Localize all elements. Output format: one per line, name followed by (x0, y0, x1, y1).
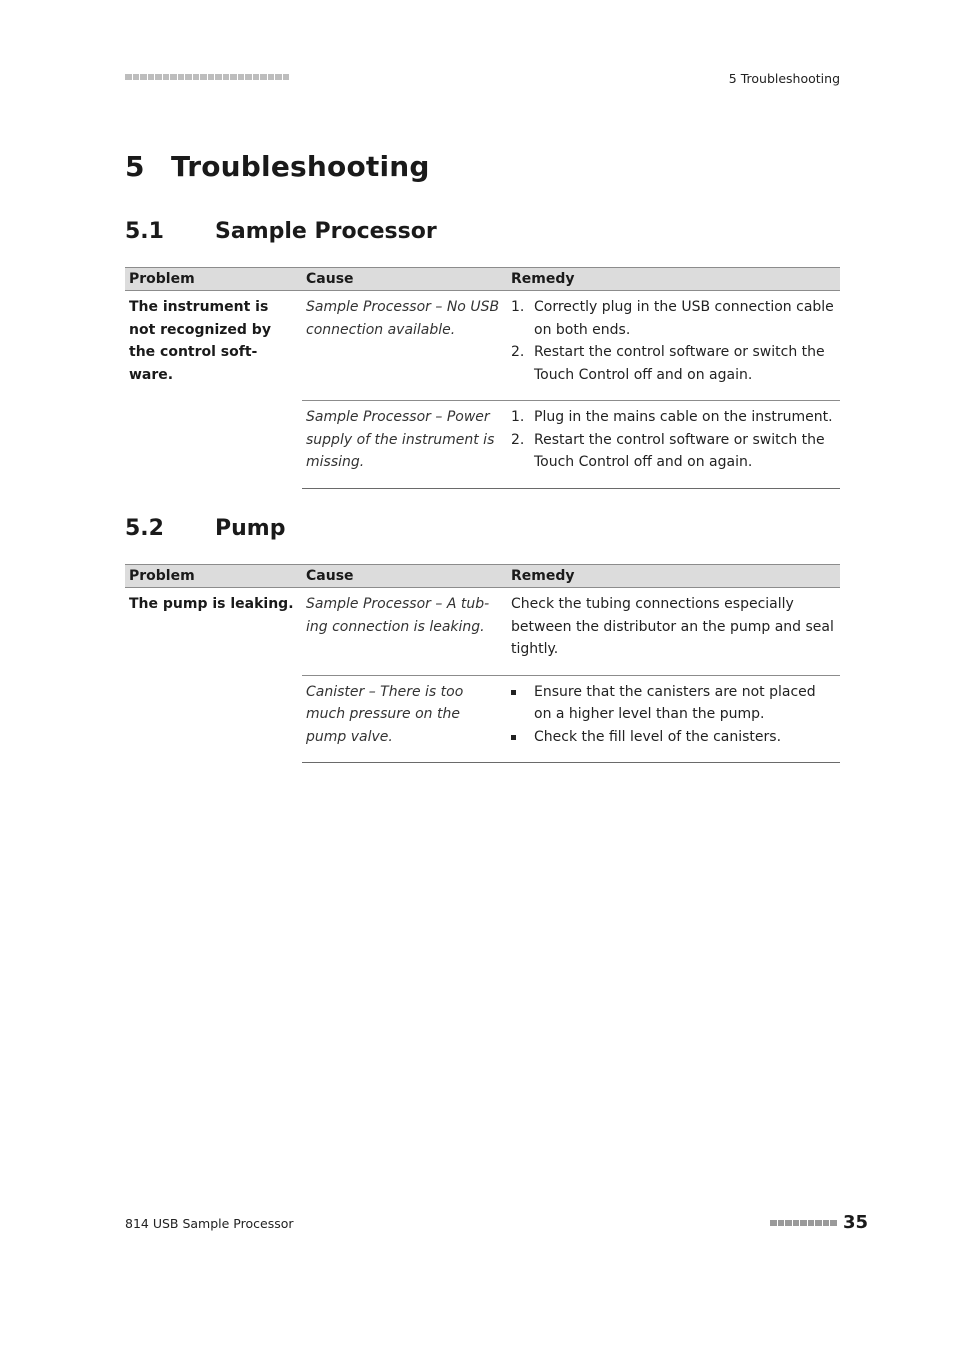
running-header: 5 Troubleshooting (728, 71, 840, 86)
decorative-square (253, 74, 260, 80)
problem-cell: The pump is leaking. (129, 596, 294, 612)
remedy-steps (511, 296, 836, 386)
header-decoration (125, 74, 289, 80)
decorative-square (125, 74, 132, 80)
column-header-problem: Problem (125, 565, 302, 588)
list-item (511, 681, 836, 726)
section-heading-pump (125, 516, 285, 541)
decorative-square (223, 74, 230, 80)
step-number: 2. (511, 431, 525, 448)
decorative-square (208, 74, 215, 80)
decorative-square (178, 74, 185, 80)
list-item (511, 341, 836, 386)
troubleshooting-table-pump (125, 564, 840, 763)
cause-cell: Sample Processor – Power supply of the instrument is missing. (302, 401, 507, 489)
decorative-square (808, 1220, 815, 1226)
decorative-square (200, 74, 207, 80)
section-heading-sample-processor (125, 219, 437, 244)
decorative-square (155, 74, 162, 80)
step-number: 1. (511, 299, 525, 315)
remedy-cell (507, 401, 840, 489)
decorative-square (275, 74, 282, 80)
column-header-cause: Cause (302, 268, 507, 291)
remedy-cell (507, 291, 840, 401)
decorative-square (170, 74, 177, 80)
decorative-square (815, 1220, 822, 1226)
decorative-square (793, 1220, 800, 1226)
decorative-square (148, 74, 155, 80)
remedy-steps (511, 406, 836, 474)
decorative-square (230, 74, 237, 80)
list-item (511, 406, 836, 429)
section-number: 5.2 (125, 516, 164, 541)
decorative-square (140, 74, 147, 80)
step-number: 2. (511, 344, 525, 360)
column-header-remedy: Remedy (507, 268, 840, 291)
decorative-square (785, 1220, 792, 1226)
footer-product-name: 814 USB Sample Processor (125, 1216, 294, 1231)
decorative-square (133, 74, 140, 80)
list-item-text: Restart the control software or switch the Touch Control off and on again. (534, 344, 825, 383)
decorative-square (823, 1220, 830, 1226)
decorative-square (163, 74, 170, 80)
bullet-icon (511, 690, 516, 695)
chapter-title (125, 150, 430, 183)
list-item-text: Ensure that the canisters are not placed on a higher level than the pump. (534, 683, 816, 722)
table-row (125, 291, 840, 401)
cause-cell: Sample Processor – No USB connection available. (306, 299, 500, 338)
decorative-square (770, 1220, 777, 1226)
chapter-title-text: Troubleshooting (171, 150, 430, 183)
decorative-square (260, 74, 267, 80)
list-item (511, 726, 836, 749)
problem-cell: The instrument is not recognized by the control soft-ware. (129, 299, 271, 383)
decorative-square (215, 74, 222, 80)
footer-page (770, 1212, 868, 1233)
footer-decoration (770, 1220, 837, 1226)
decorative-square (778, 1220, 785, 1226)
decorative-square (185, 74, 192, 80)
section-title: Pump (215, 516, 286, 541)
list-item (511, 296, 836, 341)
chapter-number: 5 (125, 150, 145, 183)
list-item (511, 429, 836, 474)
step-number: 1. (511, 409, 525, 425)
list-item-text: Correctly plug in the USB connection cable on both ends. (534, 299, 834, 338)
list-item-text: Check the fill level of the canisters. (534, 728, 782, 745)
section-title: Sample Processor (215, 219, 437, 244)
column-header-remedy: Remedy (507, 565, 840, 588)
decorative-square (238, 74, 245, 80)
decorative-square (193, 74, 200, 80)
decorative-square (800, 1220, 807, 1226)
cause-cell: Sample Processor – A tub-ing connection is leaking. (306, 596, 490, 635)
column-header-cause: Cause (302, 565, 507, 588)
list-item-text: Restart the control software or switch the Touch Control off and on again. (534, 431, 825, 470)
table-row (125, 588, 840, 676)
decorative-square (283, 74, 290, 80)
bullet-icon (511, 735, 516, 740)
section-number: 5.1 (125, 219, 164, 244)
decorative-square (830, 1220, 837, 1226)
decorative-square (268, 74, 275, 80)
column-header-problem: Problem (125, 268, 302, 291)
cause-cell: Canister – There is too much pressure on the pump valve. (302, 675, 507, 763)
decorative-square (245, 74, 252, 80)
remedy-bullets (511, 681, 836, 749)
remedy-cell (507, 675, 840, 763)
remedy-cell: Check the tubing connections especially between the distributor an the pump and seal tightly. (511, 596, 834, 657)
troubleshooting-table-sample-processor (125, 267, 840, 489)
list-item-text: Plug in the mains cable on the instrument. (534, 409, 833, 425)
page-number: 35 (842, 1212, 868, 1233)
